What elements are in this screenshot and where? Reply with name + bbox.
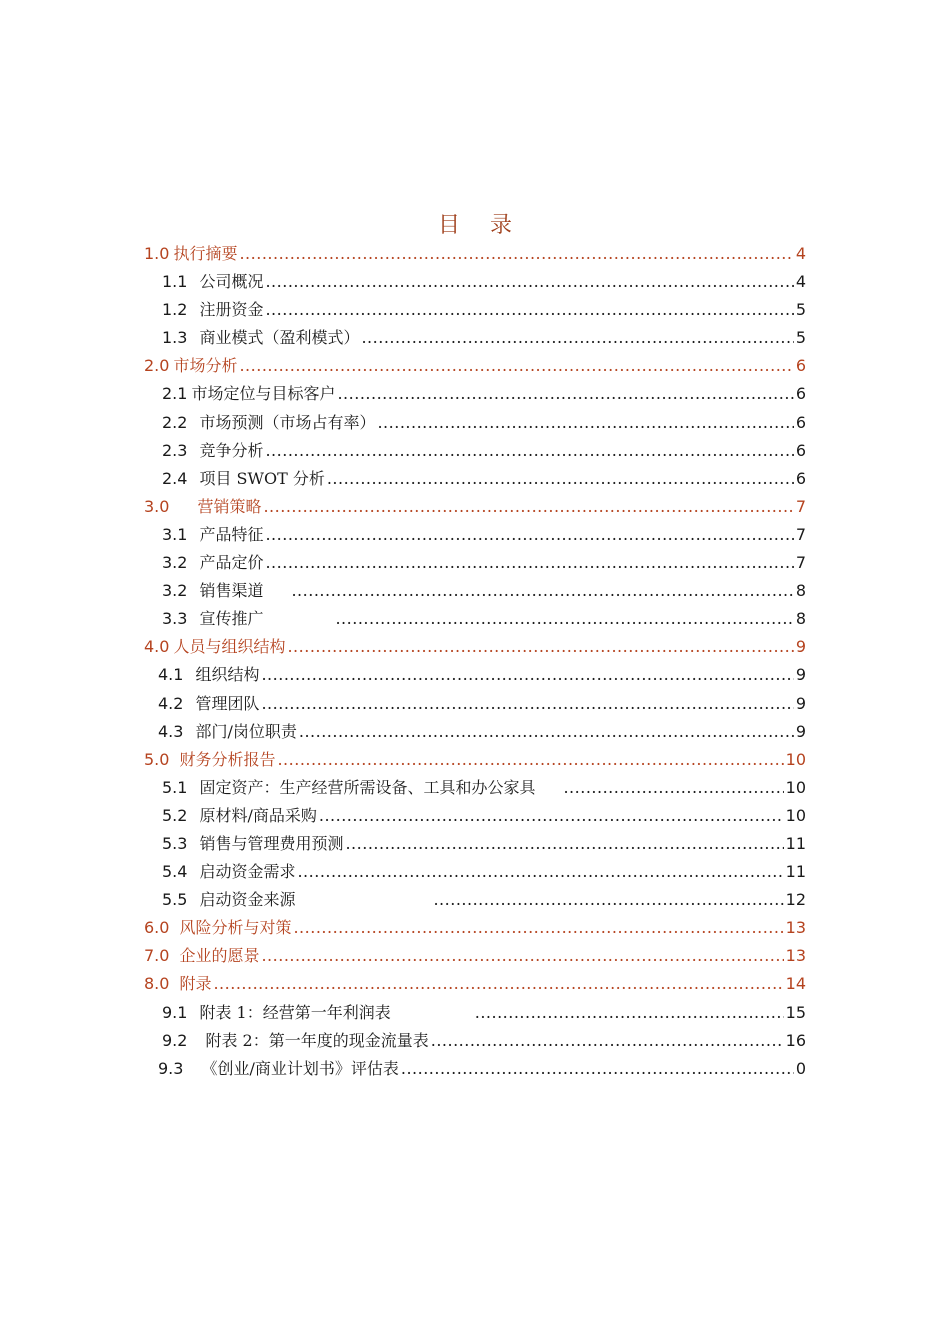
entry-label: 产品特征: [199, 524, 264, 544]
entry-label: 市场预测（市场占有率）: [199, 412, 376, 432]
entry-label: 企业的愿景: [179, 946, 260, 966]
toc-entry[interactable]: [144, 858, 806, 886]
dot-leader: [377, 409, 793, 437]
toc-entry[interactable]: [144, 633, 806, 661]
entry-page: 6: [795, 412, 806, 432]
toc-entry[interactable]: [144, 493, 806, 521]
entry-page: 9: [795, 637, 806, 657]
dot-leader: [319, 802, 784, 830]
dot-leader: [265, 549, 793, 577]
dot-leader: [291, 577, 793, 605]
entry-page: 9: [795, 665, 806, 685]
entry-label: 固定资产：生产经营所需设备、工具和办公家具: [199, 777, 536, 797]
entry-page: 10: [785, 777, 806, 797]
dot-leader: [261, 690, 793, 718]
entry-number: 9.2: [162, 1030, 188, 1050]
entry-number: 2.1: [162, 384, 188, 404]
dot-leader: [433, 886, 783, 914]
entry-label: 商业模式（盈利模式）: [199, 328, 360, 348]
dot-leader: [263, 493, 793, 521]
entry-page: 15: [785, 1002, 806, 1022]
entry-label: 公司概况: [199, 272, 264, 292]
toc-title-part1: 目: [437, 213, 460, 238]
toc-entry[interactable]: [144, 999, 806, 1027]
entry-page: 6: [795, 356, 806, 376]
dot-leader: [345, 830, 783, 858]
toc-entry[interactable]: [144, 296, 806, 324]
dot-leader: [261, 942, 783, 970]
toc-entry[interactable]: [144, 774, 806, 802]
entry-label: 销售与管理费用预测: [199, 833, 344, 853]
entry-label: 启动资金需求: [199, 862, 296, 882]
dot-leader: [337, 380, 793, 408]
entry-number: 2.0: [144, 356, 170, 376]
entry-page: 4: [795, 244, 806, 263]
toc-title: [0, 208, 950, 239]
dot-leader: [239, 240, 793, 268]
entry-label: 注册资金: [199, 300, 264, 320]
toc-entry[interactable]: [144, 1055, 806, 1083]
entry-label: 财务分析报告: [179, 749, 276, 769]
dot-leader: [265, 296, 793, 324]
dot-leader: [431, 1027, 784, 1055]
entry-label: 管理团队: [195, 693, 260, 713]
entry-label: 市场定位与目标客户: [191, 384, 336, 404]
entry-page: 7: [795, 524, 806, 544]
entry-page: 7: [795, 496, 806, 516]
toc-entry[interactable]: [144, 802, 806, 830]
entry-page: 7: [795, 553, 806, 573]
entry-page: 9: [795, 693, 806, 713]
dot-leader: [287, 633, 793, 661]
dot-leader: [239, 352, 793, 380]
toc-entry[interactable]: [144, 409, 806, 437]
toc-entry[interactable]: [144, 240, 806, 268]
toc-entry[interactable]: [144, 521, 806, 549]
entry-number: 6.0: [144, 918, 170, 938]
dot-leader: [475, 999, 784, 1027]
toc-entry[interactable]: [144, 380, 806, 408]
toc-entry[interactable]: [144, 970, 806, 998]
toc-entry[interactable]: [144, 718, 806, 746]
entry-number: 4.2: [158, 693, 184, 713]
dot-leader: [563, 774, 783, 802]
dot-leader: [261, 661, 793, 689]
entry-page: 11: [785, 862, 806, 882]
dot-leader: [361, 324, 793, 352]
toc-entry[interactable]: [144, 830, 806, 858]
entry-number: 5.3: [162, 833, 188, 853]
dot-leader: [277, 746, 783, 774]
entry-label: 《创业/商业计划书》评估表: [201, 1058, 399, 1078]
dot-leader: [265, 268, 793, 296]
entry-number: 4.1: [158, 665, 184, 685]
entry-number: 3.2: [162, 581, 188, 601]
entry-number: 5.5: [162, 890, 188, 910]
entry-number: 2.4: [162, 468, 188, 488]
entry-label: 执行摘要: [173, 244, 238, 263]
toc-entry[interactable]: [144, 352, 806, 380]
entry-page: 10: [785, 805, 806, 825]
entry-page: 14: [785, 974, 806, 994]
entry-number: 1.0: [144, 244, 170, 263]
toc-entry[interactable]: [144, 324, 806, 352]
entry-label: 产品定价: [199, 553, 264, 573]
entry-number: 1.1: [162, 272, 188, 292]
entry-number: 5.0: [144, 749, 170, 769]
entry-label: 原材料/商品采购: [199, 805, 317, 825]
entry-page: 6: [795, 384, 806, 404]
dot-leader: [401, 1055, 794, 1083]
entry-label: 部门/岗位职责: [195, 721, 297, 741]
entry-label: 组织结构: [195, 665, 260, 685]
entry-number: 5.4: [162, 862, 188, 882]
entry-number: 3.0: [144, 496, 170, 516]
entry-page: 16: [785, 1030, 806, 1050]
entry-label: 启动资金来源: [199, 890, 296, 910]
entry-number: 3.3: [162, 609, 188, 629]
toc-entry[interactable]: [144, 746, 806, 774]
toc-entry[interactable]: [144, 942, 806, 970]
entry-label: 附表 2：第一年度的现金流量表: [205, 1030, 429, 1050]
toc-entry[interactable]: [144, 437, 806, 465]
entry-page: 6: [795, 468, 806, 488]
entry-page: 4: [795, 272, 806, 292]
entry-number: 2.2: [162, 412, 188, 432]
entry-label: 项目 SWOT 分析: [199, 468, 325, 488]
entry-page: 10: [785, 749, 806, 769]
table-of-contents: [144, 240, 806, 1083]
entry-number: 9.1: [162, 1002, 188, 1022]
entry-page: 5: [795, 300, 806, 320]
entry-number: 5.2: [162, 805, 188, 825]
toc-entry[interactable]: [144, 914, 806, 942]
entry-label: 风险分析与对策: [179, 918, 292, 938]
toc-entry[interactable]: [144, 886, 806, 914]
dot-leader: [265, 521, 793, 549]
entry-number: 1.3: [162, 328, 188, 348]
entry-label: 附录: [179, 974, 212, 994]
entry-number: 4.3: [158, 721, 184, 741]
entry-label: 竞争分析: [199, 440, 264, 460]
entry-label: 附表 1：经营第一年利润表: [199, 1002, 391, 1022]
entry-page: 12: [785, 890, 806, 910]
entry-number: 1.2: [162, 300, 188, 320]
entry-page: 8: [795, 581, 806, 601]
entry-page: 0: [795, 1058, 806, 1078]
dot-leader: [335, 605, 793, 633]
entry-page: 6: [795, 440, 806, 460]
entry-label: 营销策略: [197, 496, 262, 516]
entry-page: 8: [795, 609, 806, 629]
toc-entry[interactable]: [144, 605, 806, 633]
entry-page: 13: [785, 918, 806, 938]
entry-label: 销售渠道: [199, 581, 264, 601]
entry-number: 4.0: [144, 637, 170, 657]
entry-number: 3.1: [162, 524, 188, 544]
entry-number: 5.1: [162, 777, 188, 797]
entry-number: 7.0: [144, 946, 170, 966]
toc-title-part2: 录: [490, 213, 513, 238]
entry-page: 11: [785, 833, 806, 853]
entry-page: 13: [785, 946, 806, 966]
entry-number: 3.2: [162, 553, 188, 573]
dot-leader: [299, 718, 794, 746]
dot-leader: [327, 465, 794, 493]
entry-label: 人员与组织结构: [173, 637, 286, 657]
toc-entry[interactable]: [144, 690, 806, 718]
toc-entry[interactable]: [144, 1027, 806, 1055]
entry-number: 8.0: [144, 974, 170, 994]
toc-entry[interactable]: [144, 268, 806, 296]
dot-leader: [293, 914, 783, 942]
entry-number: 9.3: [158, 1058, 184, 1078]
dot-leader: [265, 437, 793, 465]
dot-leader: [297, 858, 783, 886]
entry-label: 宣传推广: [199, 609, 264, 629]
dot-leader: [213, 970, 783, 998]
entry-number: 2.3: [162, 440, 188, 460]
entry-page: 5: [795, 328, 806, 348]
toc-entry[interactable]: [144, 577, 806, 605]
entry-page: 9: [795, 721, 806, 741]
toc-entry[interactable]: [144, 465, 806, 493]
toc-entry[interactable]: [144, 549, 806, 577]
toc-entry[interactable]: [144, 661, 806, 689]
entry-label: 市场分析: [173, 356, 238, 376]
